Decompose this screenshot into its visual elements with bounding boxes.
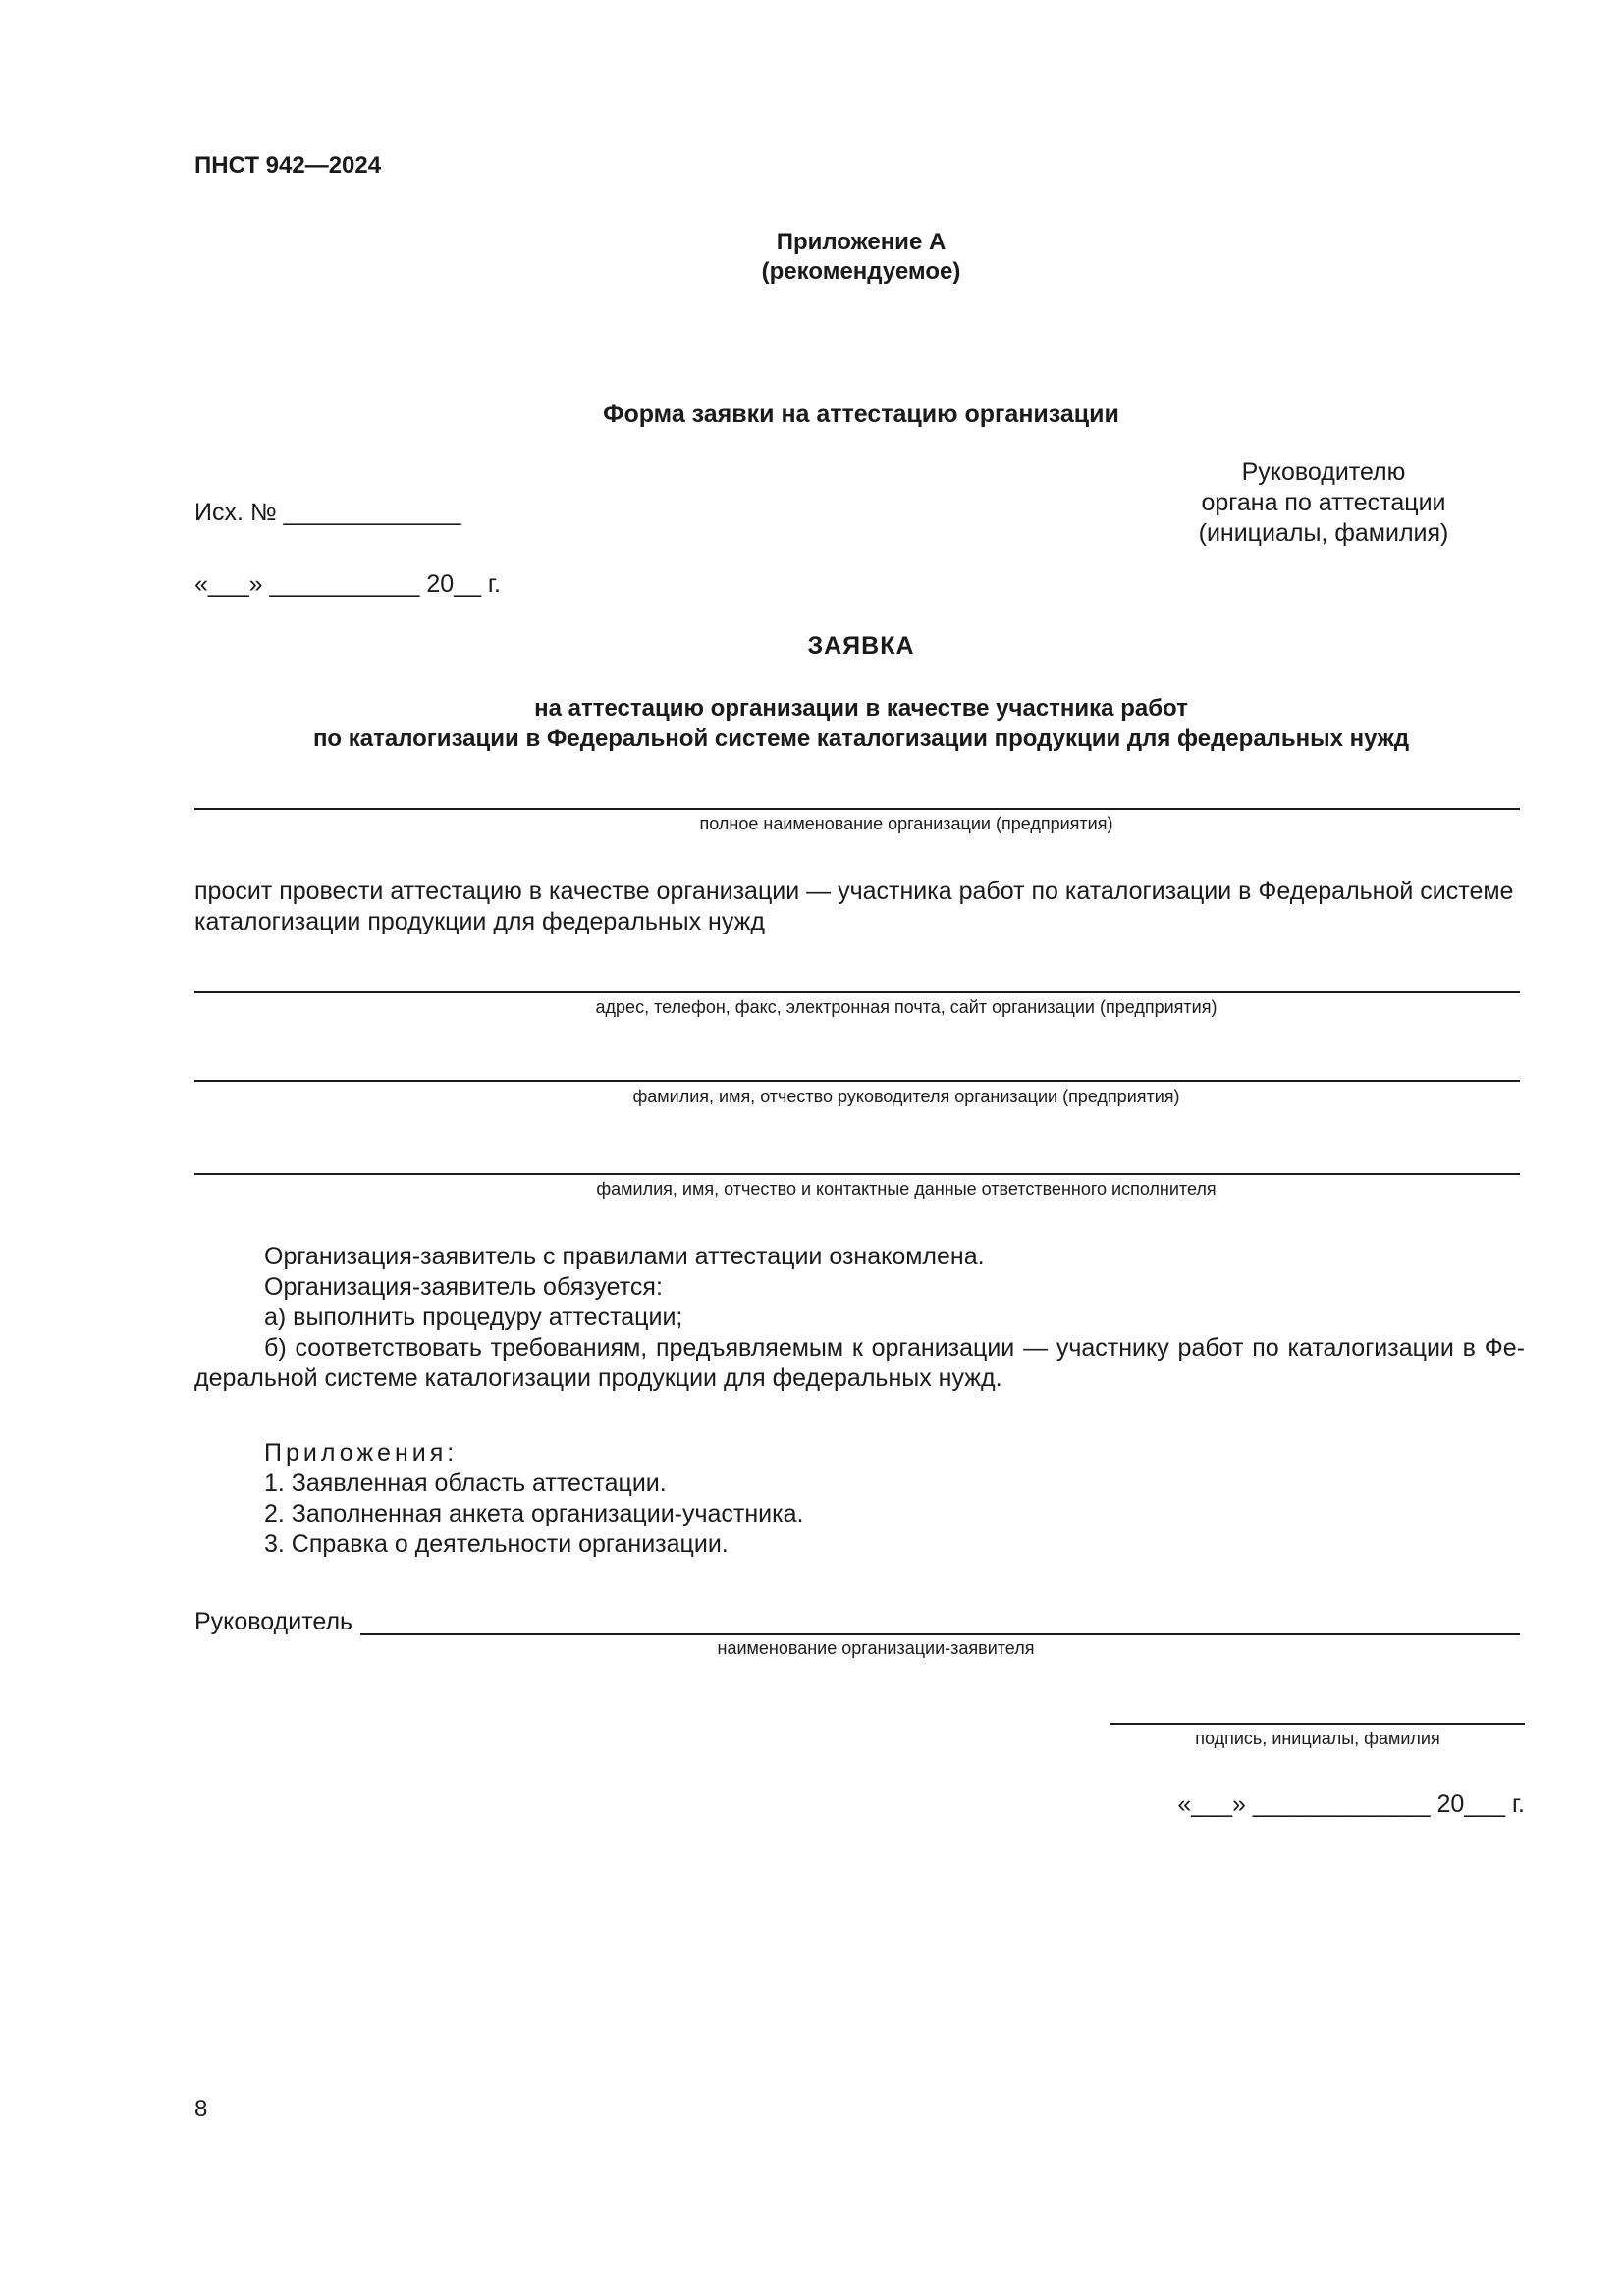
attachment-item-3: 3. Справка о деятельности организации.: [264, 1530, 729, 1558]
request-line-1: просит провести аттестацию в качестве организации — участника работ по каталогизации в Федеральной системе: [194, 878, 1514, 905]
outgoing-date: «___» ___________ 20__ г.: [194, 570, 501, 598]
addressee-line-3: (инициалы, фамилия): [1198, 519, 1449, 547]
attachments-heading: Приложения:: [264, 1439, 459, 1467]
application-subtitle-line-2: по каталогизации в Федеральной системе каталогизации продукции для федеральных нужд: [312, 725, 1410, 752]
signature-line: [1110, 1723, 1525, 1725]
contact-caption: фамилия, имя, отчество и контактные данные ответственного исполнителя: [596, 1179, 1217, 1199]
head-label: Руководитель: [194, 1608, 353, 1635]
signature-date: «___» _____________ 20___ г.: [1177, 1790, 1525, 1818]
attachment-item-2: 2. Заполненная анкета организации-участника.: [264, 1500, 804, 1527]
request-line-2: каталогизации продукции для федеральных нужд: [194, 908, 765, 935]
addressee-line-2: органа по аттестации: [1201, 489, 1446, 516]
org-name-caption: полное наименование организации (предприятия): [699, 814, 1113, 833]
commitment-item-a: а) выполнить процедуру аттестации;: [264, 1304, 683, 1331]
outgoing-number: Исх. № _____________: [194, 499, 461, 526]
appendix-title: Приложение А: [776, 229, 947, 255]
page-number: 8: [194, 2096, 208, 2122]
form-title: Форма заявки на аттестацию организации: [603, 400, 1119, 428]
address-line: [194, 991, 1520, 993]
commitment-line-2: Организация-заявитель обязуется:: [264, 1273, 663, 1301]
contact-line: [194, 1173, 1520, 1175]
head-name-caption: фамилия, имя, отчество руководителя организации (предприятия): [632, 1087, 1180, 1106]
commitment-item-b-line-2: деральной системе каталогизации продукции для федеральных нужд.: [194, 1364, 1002, 1392]
attachment-item-1: 1. Заявленная область аттестации.: [264, 1469, 667, 1497]
signature-caption: подпись, инициалы, фамилия: [1195, 1729, 1440, 1748]
commitment-item-b-line-1: б) соответствовать требованиям, предъявляемым к организации — участнику работ по каталогизации в Фе-: [264, 1334, 1525, 1362]
attachments-block: [194, 1438, 1373, 1560]
commitment-line-1: Организация-заявитель с правилами аттестации ознакомлена.: [264, 1243, 985, 1270]
head-name-line: [194, 1080, 1520, 1082]
document-number: ПНСТ 942—2024: [194, 152, 382, 179]
request-paragraph: [194, 877, 1530, 937]
address-caption: адрес, телефон, факс, электронная почта, сайт организации (предприятия): [595, 997, 1218, 1017]
application-subtitle-line-1: на аттестацию организации в качестве участника работ: [534, 695, 1188, 721]
appendix-subtitle: (рекомендуемое): [761, 258, 961, 285]
org-name-line: [194, 808, 1520, 810]
commitments-block: [194, 1242, 1525, 1394]
applicant-org-line: [360, 1633, 1520, 1635]
addressee-line-1: Руководителю: [1241, 458, 1406, 486]
application-title: ЗАЯВКА: [807, 632, 915, 660]
applicant-org-caption: наименование организации-заявителя: [717, 1638, 1035, 1658]
